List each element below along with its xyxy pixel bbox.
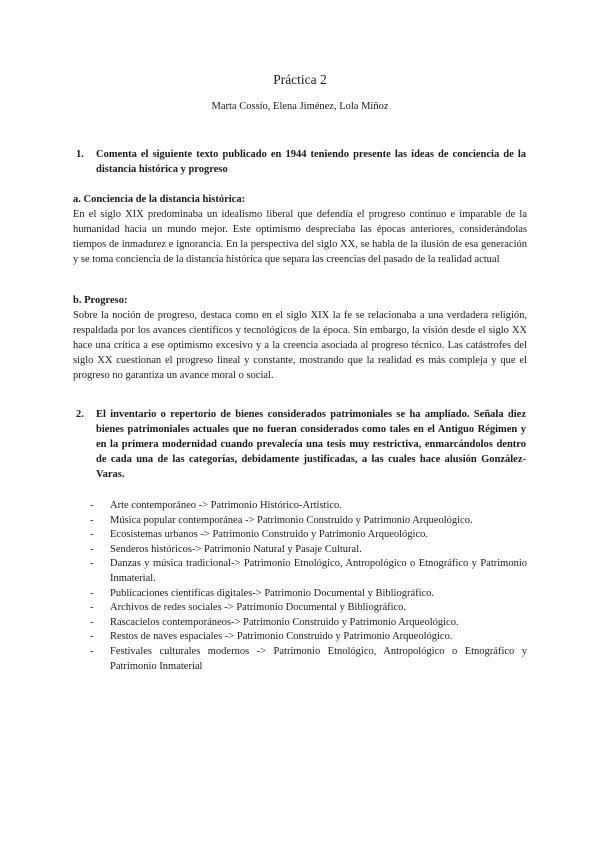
- list-item: - Música popular contemporánea -> Patrimonio Construido y Patrimonio Arqueológico.: [73, 514, 527, 529]
- list-item: - Arte contemporáneo -> Patrimonio Histórico-Artístico.: [73, 499, 527, 514]
- section-a-body: En el siglo XIX predominaba un idealismo liberal que defendía el progreso continuo e imparable de la humanidad hacia un mundo mejor. Este optimismo despreciaba las épocas anteriores, considerándolas tiempos de inmadurez e ignorancia. En la perspectiva del siglo XX, se habla de la ilusión de esa generación y se toma conciencia de la distancia histórica que separa las creencias del pasado de la realidad actual: [73, 209, 527, 265]
- section-b: [73, 293, 527, 383]
- list-item: - Ecosistemas urbanos -> Patrimonio Construido y Patrimonio Arqueológico.: [73, 528, 527, 543]
- section-a-heading: a. Conciencia de la distancia histórica:: [73, 194, 246, 205]
- question-2-number: 2.: [76, 409, 84, 420]
- list-dash: -: [90, 587, 94, 599]
- section-b-heading: b. Progreso:: [73, 295, 128, 306]
- list-dash: -: [90, 645, 94, 657]
- list-dash: -: [90, 543, 94, 555]
- question-1-text: Comenta el siguiente texto publicado en 1944 teniendo presente las ideas de conciencia de la distancia histórica y progreso: [96, 149, 526, 175]
- list-item: - Rascacielos contemporáneos-> Patrimonio Construido y Patrimonio Arqueológico.: [73, 616, 527, 631]
- list-item: - Publicaciones científicas digitales-> Patrimonio Documental y Bibliográfico.: [73, 587, 527, 602]
- list-dash: -: [90, 529, 94, 541]
- list-item: - Archivos de redes sociales -> Patrimonio Documental y Bibliográfico.: [73, 601, 527, 616]
- list-item: - Danzas y música tradicional-> Patrimonio Etnológico, Antropológico o Etnográfico y Patrimonio Inmaterial.: [90, 558, 527, 584]
- list-dash: -: [90, 500, 94, 511]
- authors-line: Marta Cossío, Elena Jiménez, Lola Miñoz: [211, 101, 389, 112]
- page-title: Práctica 2: [273, 72, 327, 87]
- section-a: [73, 192, 527, 267]
- list-item: - Senderos históricos-> Patrimonio Natural y Pasaje Cultural.: [73, 543, 527, 558]
- question-2-text: El inventario o repertorio de bienes considerados patrimoniales se ha ampliado. Señala diez bienes patrimoniales actuales que no fueran considerados como tales en el Antiguo Régimen y en la primera modernidad cuando prevalecía una tesis muy restrictiva, enmarcándolos dentro de cada una de las categorías, debidamente justificadas, a las cuales hace alusión González-Varas.: [96, 409, 526, 480]
- list-dash: -: [90, 558, 94, 570]
- question-1-number: 1.: [76, 149, 84, 160]
- heritage-list: [73, 499, 527, 674]
- list-dash: -: [90, 514, 94, 526]
- list-item: - Festivales culturales modernos -> Patrimonio Etnológico, Antropológico o Etnográfico y Patrimonio Inmaterial: [90, 645, 527, 672]
- list-item: - Restos de naves espaciales -> Patrimonio Construido y Patrimonio Arqueológico.: [73, 630, 527, 645]
- list-dash: -: [90, 631, 94, 643]
- question-1: [76, 147, 526, 177]
- list-dash: -: [90, 616, 94, 628]
- section-b-body: Sobre la noción de progreso, destaca como en el siglo XIX la fe se relacionaba a una verdadera religión, respaldada por los avances científicos y tecnológicos de la época. Sin embargo, la visión desde el siglo XX hace una crítica a ese optimismo excesivo y a la creencia asociada al progreso técnico. Las catástrofes del siglo XX cuestionan el progreso lineal y constante, mostrando que la realidad es más compleja y que el progreso no garantiza un avance moral o social.: [73, 310, 527, 381]
- list-dash: -: [90, 602, 94, 614]
- question-2: [76, 407, 526, 482]
